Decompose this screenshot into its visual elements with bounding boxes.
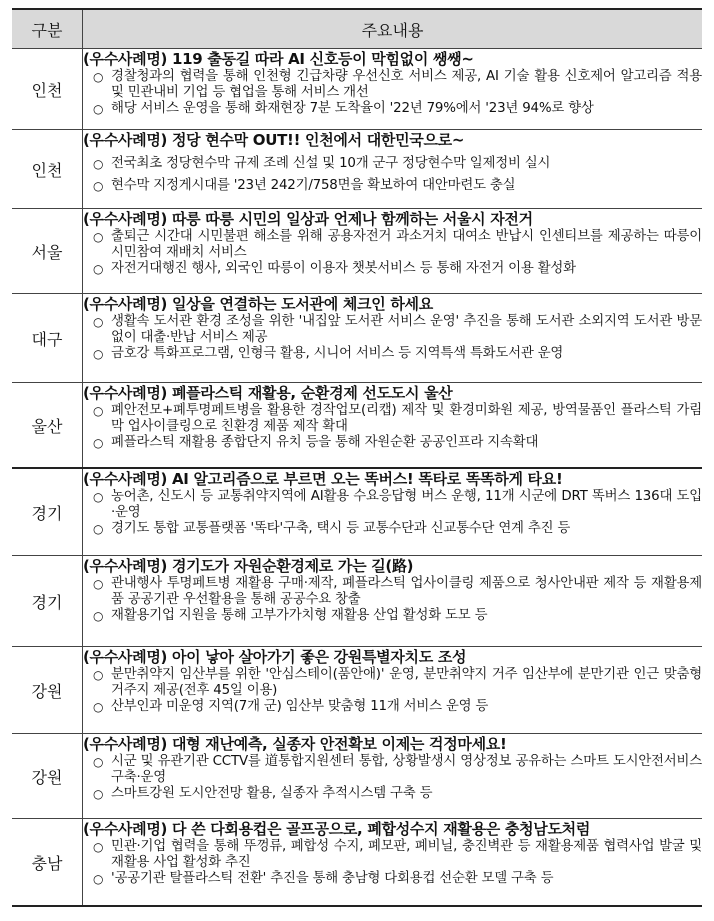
list-item bbox=[83, 261, 702, 277]
bullet-circle-icon: ○ bbox=[93, 609, 104, 623]
list-item bbox=[83, 346, 702, 362]
bullet-circle-icon: ○ bbox=[93, 315, 104, 329]
table-row bbox=[12, 556, 702, 647]
list-item bbox=[83, 667, 702, 699]
table-row bbox=[12, 734, 702, 819]
region-cell: 충남 bbox=[12, 819, 83, 907]
table-row bbox=[12, 209, 702, 294]
bullet-circle-icon: ○ bbox=[93, 70, 104, 84]
item-text: 자전거대행진 행사, 외국인 따릉이 이용자 챗봇서비스 등 통해 자전거 이용 활성화 bbox=[111, 261, 576, 276]
list-item bbox=[83, 69, 702, 101]
content-cell bbox=[83, 383, 703, 469]
bullet-circle-icon: ○ bbox=[93, 577, 104, 591]
content-cell bbox=[83, 130, 703, 209]
table-row bbox=[12, 647, 702, 734]
item-text: 해당 서비스 운영을 통해 화재현장 7분 도착율이 '22년 79%에서 '23년 94%로 향상 bbox=[111, 101, 594, 116]
list-item bbox=[83, 576, 702, 608]
item-text: 경기도 통합 교통플랫폼 '똑타'구축, 택시 등 교통수단과 신교통수단 연계 추진 등 bbox=[111, 521, 571, 536]
item-text: 경찰청과의 협력을 통해 인천형 긴급차량 우선신호 서비스 제공, AI 기술 활용 신호제어 알고리즘 적용 및 민관내비 기업 등 협업을 통해 서비스 개선 bbox=[111, 69, 702, 100]
item-text: 산부인과 미운영 지역(7개 군) 임산부 맞춤형 11개 서비스 운영 등 bbox=[111, 699, 489, 714]
list-item bbox=[83, 786, 702, 802]
region-cell: 인천 bbox=[12, 130, 83, 209]
bullet-circle-icon: ○ bbox=[93, 230, 104, 244]
list-item bbox=[83, 839, 702, 871]
case-title: (우수사례명) AI 알고리즘으로 부르면 오는 똑버스! 똑타로 똑똑하게 타요! bbox=[83, 470, 563, 488]
item-text: 농어촌, 신도시 등 교통취약지역에 AI활용 수요응답형 버스 운행, 11개 시군에 DRT 똑버스 136대 도입·운영 bbox=[111, 489, 702, 520]
item-text: 분만취약지 임산부를 위한 '안심스테이(품안애)' 운영, 분만취약지 거주 임산부에 분만기관 인근 맞춤형 거주지 제공(전후 45일 이용) bbox=[111, 667, 702, 698]
list-item bbox=[83, 101, 702, 117]
region-cell: 인천 bbox=[12, 49, 83, 130]
item-text: 폐안전모+폐투명페트병을 활용한 경작업모(리캡) 제작 및 환경미화원 제공, 방역물품인 플라스틱 가림막 업사이클링으로 친환경 제품 제작 확대 bbox=[111, 403, 702, 434]
list-item bbox=[83, 608, 702, 624]
item-text: 관내행사 투명페트병 재활용 구매·제작, 폐플라스틱 업사이클링 제품으로 청사안내판 제작 등 재활용제품 공공기관 우선활용을 통해 공공수요 창출 bbox=[111, 576, 702, 607]
bullet-circle-icon: ○ bbox=[93, 102, 104, 116]
bullet-circle-icon: ○ bbox=[93, 490, 104, 504]
region-cell: 울산 bbox=[12, 383, 83, 469]
table-row bbox=[12, 49, 702, 130]
region-cell: 경기 bbox=[12, 556, 83, 647]
bullet-circle-icon: ○ bbox=[93, 262, 104, 276]
item-text: 폐플라스틱 재활용 종합단지 유치 등을 통해 자원순환 공공인프라 지속확대 bbox=[111, 435, 539, 450]
list-item bbox=[83, 521, 702, 537]
bullet-circle-icon: ○ bbox=[93, 522, 104, 536]
bullet-circle-icon: ○ bbox=[93, 872, 104, 886]
item-text: 시군 및 유관기관 CCTV를 道통합지원센터 통합, 상황발생시 영상정보 공유하는 스마트 도시안전서비스 구축·운영 bbox=[111, 754, 702, 785]
item-text: 전국최초 정당현수막 규제 조례 신설 및 10개 군구 정당현수막 일제정비 실시 bbox=[111, 156, 551, 171]
bullet-circle-icon: ○ bbox=[93, 755, 104, 769]
bullet-circle-icon: ○ bbox=[93, 157, 104, 171]
case-title: (우수사례명) 정당 현수막 OUT!! 인천에서 대한민국으로~ bbox=[83, 131, 465, 149]
bullet-circle-icon: ○ bbox=[93, 787, 104, 801]
list-item bbox=[83, 314, 702, 346]
content-cell bbox=[83, 468, 703, 556]
list-item bbox=[83, 871, 702, 887]
content-cell bbox=[83, 819, 703, 907]
header-region: 구분 bbox=[12, 9, 83, 49]
bullet-circle-icon: ○ bbox=[93, 700, 104, 714]
bullet-circle-icon: ○ bbox=[93, 404, 104, 418]
region-cell: 강원 bbox=[12, 647, 83, 734]
case-title: (우수사례명) 대형 재난예측, 실종자 안전확보 이제는 걱정마세요! bbox=[83, 735, 507, 753]
bullet-circle-icon: ○ bbox=[93, 436, 104, 450]
list-item bbox=[83, 178, 702, 194]
content-cell bbox=[83, 556, 703, 647]
case-title: (우수사례명) 아이 낳아 살아가기 좋은 강원특별자치도 조성 bbox=[83, 648, 467, 666]
table-row bbox=[12, 130, 702, 209]
table-row bbox=[12, 468, 702, 556]
item-text: 현수막 지정게시대를 '23년 242기/758면을 확보하여 대안마련도 충실 bbox=[111, 178, 516, 193]
list-item bbox=[83, 229, 702, 261]
content-cell bbox=[83, 294, 703, 383]
list-item bbox=[83, 489, 702, 521]
bullet-circle-icon: ○ bbox=[93, 179, 104, 193]
region-cell: 강원 bbox=[12, 734, 83, 819]
region-cell: 서울 bbox=[12, 209, 83, 294]
list-item bbox=[83, 403, 702, 435]
content-cell bbox=[83, 734, 703, 819]
list-item bbox=[83, 699, 702, 715]
region-cell: 대구 bbox=[12, 294, 83, 383]
item-text: 생활속 도서관 환경 조성을 위한 '내집앞 도서관 서비스 운영' 추진을 통해 도서관 소외지역 도서관 방문없이 대출·반납 서비스 제공 bbox=[111, 314, 702, 345]
list-item bbox=[83, 156, 702, 172]
bullet-circle-icon: ○ bbox=[93, 840, 104, 854]
case-title: (우수사례명) 따릉 따릉 시민의 일상과 언제나 함께하는 서울시 자전거 bbox=[83, 210, 533, 228]
item-text: 금호강 특화프로그램, 인형극 활용, 시니어 서비스 등 지역특색 특화도서관 운영 bbox=[111, 346, 564, 361]
case-title: (우수사례명) 일상을 연결하는 도서관에 체크인 하세요 bbox=[83, 295, 433, 313]
bullet-circle-icon: ○ bbox=[93, 668, 104, 682]
list-item bbox=[83, 435, 702, 451]
table-row bbox=[12, 294, 702, 383]
case-title: (우수사례명) 119 출동길 따라 AI 신호등이 막힘없이 쌩쌩~ bbox=[83, 50, 474, 68]
case-title: (우수사례명) 다 쓴 다회용컵은 골프공으로, 폐합성수지 재활용은 충청남도처럼 bbox=[83, 820, 591, 838]
header-content: 주요내용 bbox=[83, 9, 703, 49]
item-text: 스마트강원 도시안전망 활용, 실종자 추적시스템 구축 등 bbox=[111, 786, 433, 801]
content-cell bbox=[83, 647, 703, 734]
bullet-circle-icon: ○ bbox=[93, 347, 104, 361]
item-text: 출퇴근 시간대 시민불편 해소를 위해 공용자전거 과소거치 대여소 반납시 인센티브를 제공하는 따릉이 시민참여 재배치 서비스 bbox=[111, 229, 702, 260]
case-title: (우수사례명) 경기도가 자원순환경제로 가는 길(路) bbox=[83, 557, 414, 575]
item-text: '공공기관 탈플라스틱 전환' 추진을 통해 충남형 다회용컵 선순환 모델 구축 등 bbox=[111, 871, 554, 886]
best-practices-table bbox=[12, 8, 702, 907]
region-cell: 경기 bbox=[12, 468, 83, 556]
table-row bbox=[12, 819, 702, 907]
case-title: (우수사례명) 폐플라스틱 재활용, 순환경제 선도도시 울산 bbox=[83, 384, 453, 402]
item-text: 민관·기업 협력을 통해 뚜껑류, 폐합성 수지, 폐모판, 폐비닐, 충진벽관 등 재활용제품 협력사업 발굴 및 재활용 사업 활성화 추진 bbox=[111, 839, 702, 870]
list-item bbox=[83, 754, 702, 786]
table-row bbox=[12, 383, 702, 469]
item-text: 재활용기업 지원을 통해 고부가가치형 재활용 산업 활성화 도모 등 bbox=[111, 608, 488, 623]
content-cell bbox=[83, 49, 703, 130]
content-cell bbox=[83, 209, 703, 294]
